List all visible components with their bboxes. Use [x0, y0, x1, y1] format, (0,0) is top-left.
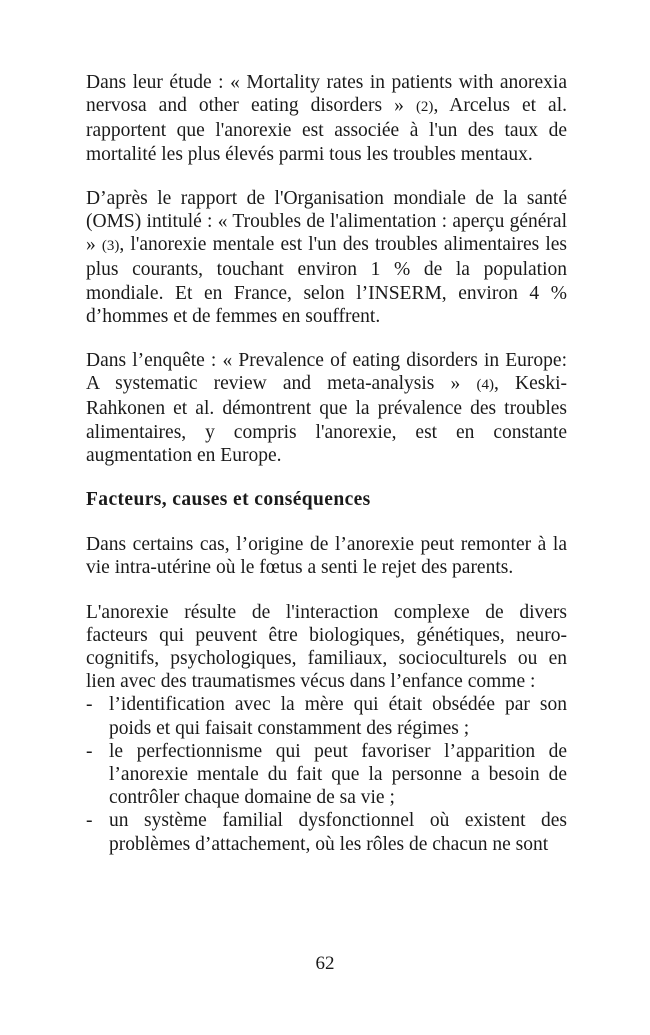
- paragraph-prevalence: [86, 349, 567, 467]
- citation-2: (2): [415, 99, 434, 116]
- list-item: [86, 809, 567, 855]
- paragraph-factors: L'anorexie résulte de l'interaction complexe de divers facteurs qui peuvent être biologiques, génétiques, neuro-cognitifs, psychologiques, familiaux, socioculturels ou en lien avec des traumatismes vécus dans l’enfance comme :: [86, 601, 567, 693]
- page-body: [86, 71, 567, 856]
- section-heading: Facteurs, causes et conséquences: [86, 489, 371, 511]
- citation-3: (3): [101, 238, 120, 255]
- paragraph-oms-text-end: , l'anorexie mentale est l'un des troubles alimentaires les plus courants, touchant environ 1 % de la population mondiale. Et en France, selon l’INSERM, environ 4 % d’hommes et de femmes en souffrent.: [86, 234, 568, 327]
- list-dash: -: [86, 740, 93, 762]
- citation-4: (4): [476, 377, 494, 394]
- paragraph-mortality-text-end: , Arcelus et al. rapportent que l'anorexie est associée à l'un des taux de mortalité les plus élevés parmi tous les troubles mentaux.: [86, 95, 567, 165]
- list-item: [86, 693, 567, 739]
- paragraph-mortality-text-start: Dans leur étude : « Mortality rates in patients with anorexia nervosa and other eating disorders »: [86, 72, 567, 117]
- list-item-text: un système familial dysfonctionnel où existent des problèmes d’attachement, où les rôles de chacun ne sont: [109, 810, 567, 855]
- paragraph-origin: Dans certains cas, l’origine de l’anorexie peut remonter à la vie intra-utérine où le fœtus a senti le rejet des parents.: [86, 534, 567, 579]
- paragraph-mortality: [86, 71, 567, 166]
- paragraph-oms: [86, 187, 567, 328]
- list-item-text: l’identification avec la mère qui était obsédée par son poids et qui faisait constamment des régimes ;: [109, 694, 567, 739]
- paragraph-prevalence-text-start: Dans l’enquête : « Prevalence of eating disorders in Europe: A systematic review and meta-analysis »: [86, 350, 567, 395]
- list-item: [86, 740, 567, 810]
- factors-list: [86, 693, 567, 855]
- list-dash: -: [86, 694, 93, 716]
- paragraph-prevalence-text-end: , Keski-Rahkonen et al. démontrent que la prévalence des troubles alimentaires, y compris l'anorexie, est en constante augmentation en Europe.: [86, 373, 567, 466]
- paragraph-oms-text-start: D’après le rapport de l'Organisation mondiale de la santé (OMS) intitulé : « Troubles de l'alimentation : aperçu général »: [86, 187, 567, 256]
- list-dash: -: [86, 810, 93, 832]
- page-number: 62: [315, 953, 335, 974]
- list-item-text: le perfectionnisme qui peut favoriser l’apparition de l’anorexie mentale du fait que la personne a besoin de contrôler chaque domaine de sa vie ;: [109, 740, 567, 809]
